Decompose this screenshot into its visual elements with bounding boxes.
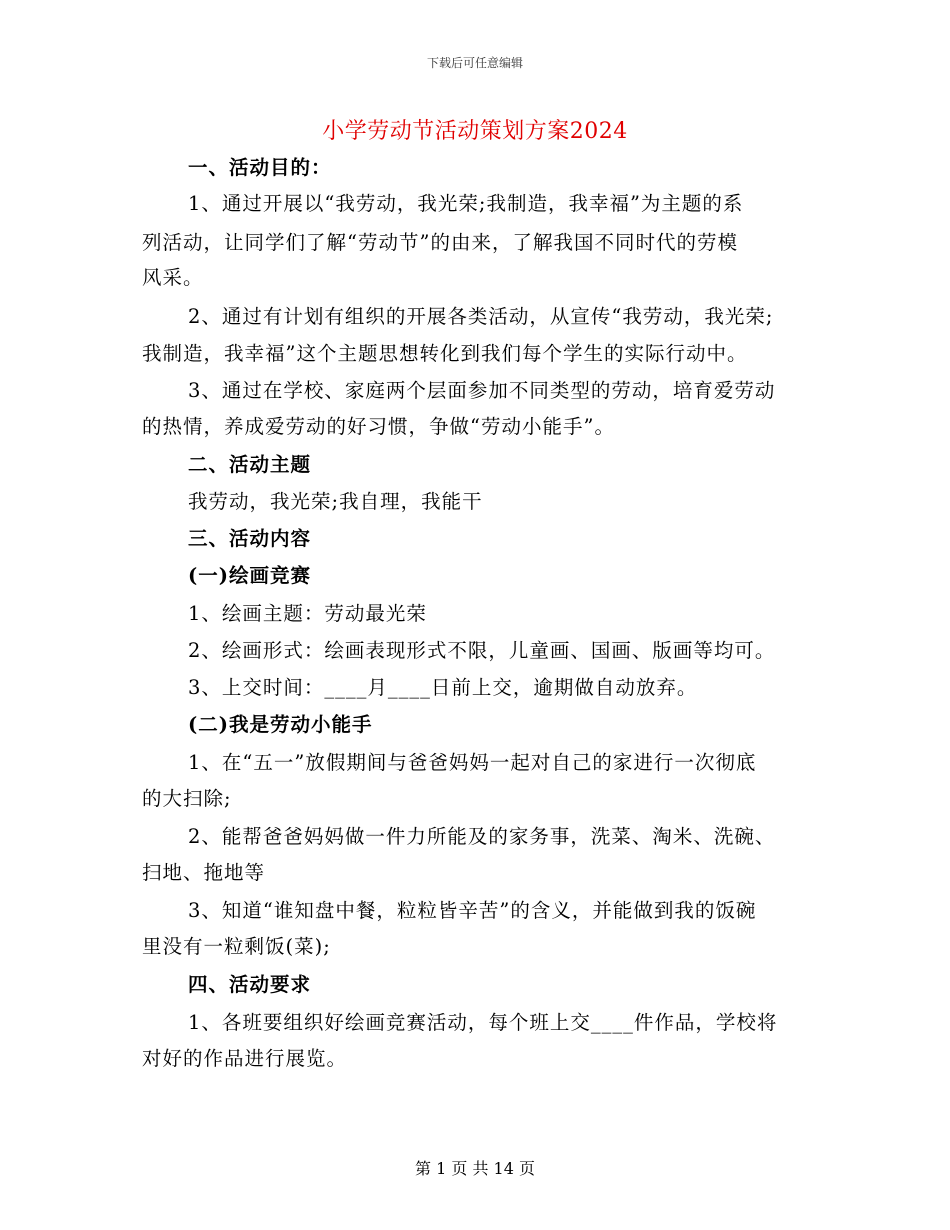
list-item: 2、绘画形式：绘画表现形式不限，儿童画、国画、版画等均可。 bbox=[188, 639, 776, 662]
section-heading-theme: 二、活动主题 bbox=[188, 453, 312, 476]
list-item: 3、上交时间：____月____日前上交，逾期做自动放弃。 bbox=[188, 676, 698, 699]
paragraph-line: 3、通过在学校、家庭两个层面参加不同类型的劳动，培育爱劳动 bbox=[188, 379, 776, 402]
section-heading-requirements: 四、活动要求 bbox=[188, 973, 312, 996]
list-item: 的大扫除; bbox=[142, 787, 232, 810]
list-item: 里没有一粒剩饭(菜); bbox=[142, 935, 331, 958]
subsection-heading-drawing: (一)绘画竞赛 bbox=[188, 564, 311, 587]
page-footer-page-number: 第 1 页 共 14 页 bbox=[415, 1159, 535, 1178]
paragraph-line: 列活动，让同学们了解“劳动节”的由来，了解我国不同时代的劳模 bbox=[142, 231, 738, 254]
list-item: 1、各班要组织好绘画竞赛活动，每个班上交____件作品，学校将 bbox=[188, 1011, 778, 1034]
list-item: 对好的作品进行展览。 bbox=[142, 1047, 348, 1070]
list-item: 1、在“五一”放假期间与爸爸妈妈一起对自己的家进行一次彻底 bbox=[188, 751, 757, 774]
list-item: 扫地、拖地等 bbox=[142, 861, 266, 884]
section-heading-purpose: 一、活动目的： bbox=[188, 156, 332, 179]
paragraph-line: 的热情，养成爱劳动的好习惯，争做“劳动小能手”。 bbox=[142, 415, 615, 438]
list-item: 3、知道“谁知盘中餐，粒粒皆辛苦”的含义，并能做到我的饭碗 bbox=[188, 899, 757, 922]
paragraph-line: 风采。 bbox=[142, 266, 204, 289]
paragraph-line: 我制造，我幸福”这个主题思想转化到我们每个学生的实际行动中。 bbox=[142, 342, 748, 365]
list-item: 2、能帮爸爸妈妈做一件力所能及的家务事，洗菜、淘米、洗碗、 bbox=[188, 825, 776, 848]
paragraph-line: 1、通过开展以“我劳动，我光荣;我制造，我幸福”为主题的系 bbox=[188, 192, 744, 215]
paragraph-line: 2、通过有计划有组织的开展各类活动，从宣传“我劳动，我光荣; bbox=[188, 305, 774, 328]
subsection-heading-labor: (二)我是劳动小能手 bbox=[188, 713, 373, 736]
list-item: 1、绘画主题：劳动最光荣 bbox=[188, 602, 427, 625]
page-header-note: 下载后可任意编辑 bbox=[426, 56, 523, 70]
paragraph-line: 我劳动，我光荣;我自理，我能干 bbox=[188, 490, 483, 513]
document-title: 小学劳动节活动策划方案2024 bbox=[322, 119, 628, 144]
section-heading-content: 三、活动内容 bbox=[188, 527, 312, 550]
